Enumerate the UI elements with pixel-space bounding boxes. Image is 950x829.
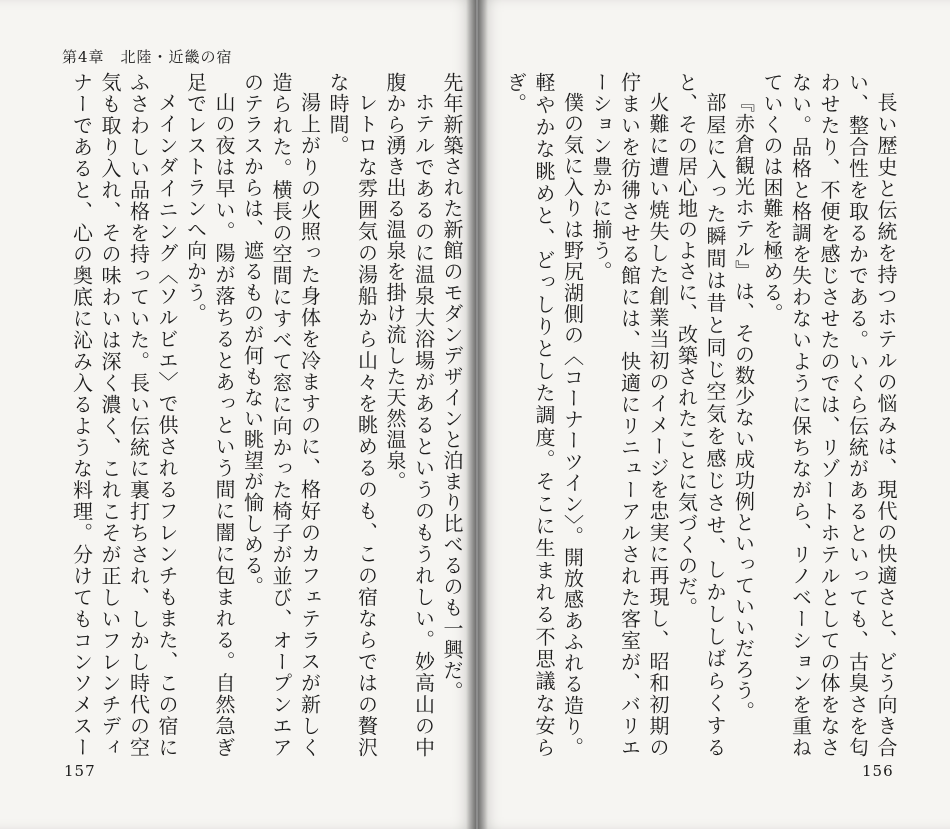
paragraph: ホテルであるのに温泉大浴場があるというのもうれしい。妙高山の中腹から湧き出る温泉を掛け流した天然温泉。: [383, 72, 436, 758]
paragraph: 長い歴史と伝統を持つホテルの悩みは、現代の快適さと、どう向き合い、整合性を取るかである。いくら伝統があるといっても、古臭さを匂わせたり、不便を感じさせたのでは、リゾートホテルとしての体をなさない。品格と格調を失わないように保ちながら、リノベーションを重ねていくのは困難を極める。: [760, 72, 898, 758]
paragraph: レトロな雰囲気の湯船から山々を眺めるのも、この宿ならではの贅沢な時間。: [326, 72, 379, 758]
paragraph: メインダイニング〈ソルビエ〉で供されるフレンチもまた、この宿にふさわしい品格を持っていた。長い伝統に裏打ちされ、しかし時代の空気も取り入れ、その味わいは深く濃く、これこそが正しいフレンチディナーであると、心の奥底に沁み入るような料理。分けてもコンソメスー: [70, 72, 179, 758]
paragraph: 山の夜は早い。陽が落ちるとあっという間に闇に包まれる。自然急ぎ足でレストランへ向かう。: [183, 72, 236, 758]
paragraph: 部屋に入った瞬間は昔と同じ空気を感じさせ、しかししばらくすると、その居心地のよさに、改築されたことに気づくのだ。: [674, 72, 727, 758]
book-gutter: [466, 0, 488, 829]
paragraph: 火難に遭い焼失した創業当初のイメージを忠実に再現し、昭和初期の佇まいを彷彿させる館には、快適にリニューアルされた客室が、バリエーション豊かに揃う。: [589, 72, 670, 758]
paragraph: 先年新築された新館のモダンデザインと泊まり比べるのも一興だ。: [440, 72, 464, 702]
page-number-left: 157: [64, 762, 96, 780]
paragraph: 僕の気に入りは野尻湖側の〈コーナーツイン〉。開放感あふれる造り。軽やかな眺めと、どっしりとした調度。そこに生まれる不思議な安らぎ。: [503, 72, 585, 758]
left-page-text: [70, 72, 466, 758]
page-number-right: 156: [862, 762, 894, 780]
right-page-text: [500, 72, 900, 758]
paragraph: 湯上がりの火照った身体を冷ますのに、格好のカフェテラスが新しく造られた。横長の空間にすべて窓に向かった椅子が並び、オープンエアのテラスからは、遮るものが何もない眺望が愉しめる。: [240, 72, 322, 758]
paragraph: 『赤倉観光ホテル』は、その数少ない成功例といっていいだろう。: [731, 92, 756, 722]
paragraph: [500, 72, 501, 758]
running-head: 第4章 北陸・近畿の宿: [62, 48, 233, 66]
